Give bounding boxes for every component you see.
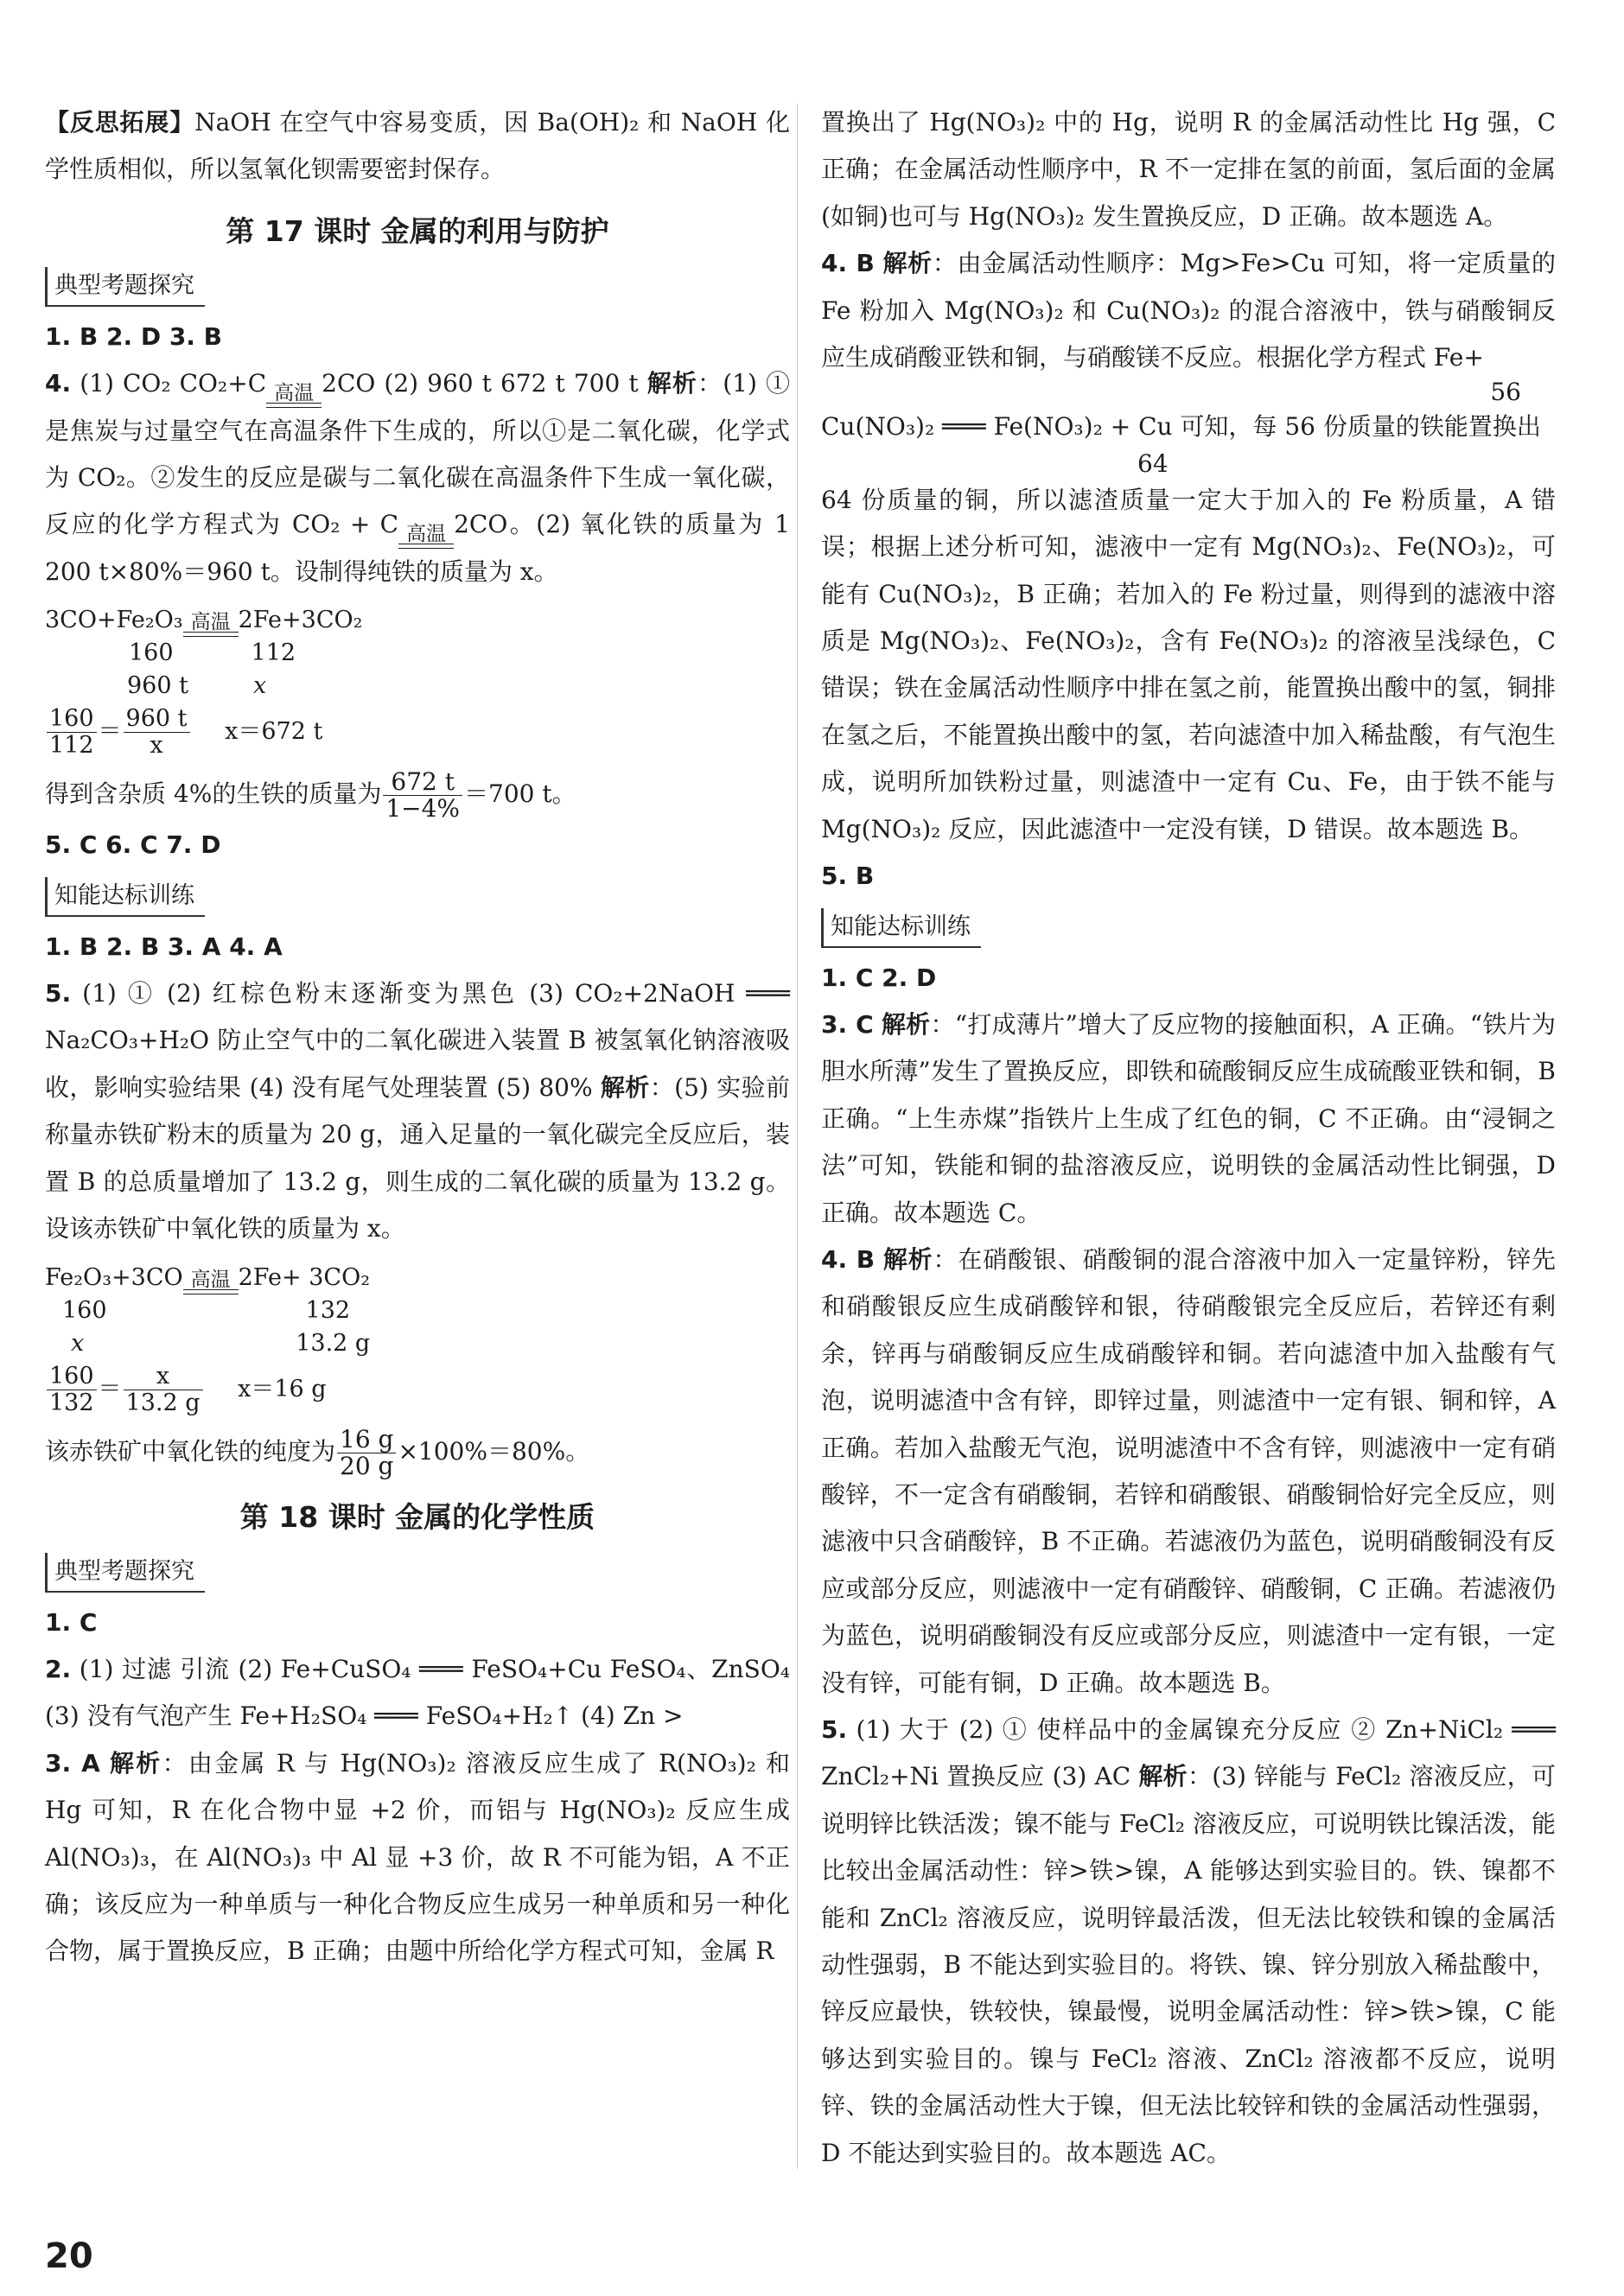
fraction: $\frac{160}{112}$: [47, 706, 97, 759]
fraction: $\frac{x}{13.2 g}$: [124, 1364, 203, 1416]
training-answers-1-2: 1. C 2. D: [821, 963, 937, 992]
l18-answer-1: 1. C: [45, 1607, 98, 1637]
lesson-18-title: 第 18 课时 金属的化学性质: [239, 1499, 595, 1534]
l18-q4-mass-64: 64: [1137, 448, 1169, 478]
l17-purity: 该赤铁矿中氧化铁的纯度为 $\frac{16 g}{20 g}$ ×100%＝80%。: [45, 1424, 590, 1480]
fraction: $\frac{960 t}{x}$: [124, 706, 190, 759]
training-q4: 4. B 解析：在硝酸银、硝酸铜的混合溶液中加入一定量锌粉，锌先和硝酸银反应生成硝酸锌和银，待硝酸银完全反应后，若锌还有剩余，锌再与硝酸铜反应生成硝酸锌和铜。若向滤渣中加入盐酸有气泡，说明滤渣中含有锌，即锌过量，则滤渣中一定有银、铜和锌，A 正确。若加入盐酸无气泡，说明滤渣中不含有锌，则滤液中一定有硝酸锌，不一定含有硝酸铜，若锌和硝酸银、硝酸铜恰好完全反应，则滤液中只含硝酸锌，B 不正确。若滤液仍为蓝色，说明硝酸铜没有反应或部分反应，则滤液中一定有硝酸锌、硝酸铜，C 正确。若滤液仍为蓝色，说明硝酸铜没有反应或部分反应，则滤渣中一定有银，一定没有锌，可能有铜，D 正确。故本题选 B。: [821, 1244, 1556, 1697]
answers-5-7: 5. C 6. C 7. D: [45, 830, 221, 860]
l17-iron-mass: 得到含杂质 4%的生铁的质量为 $\frac{672 t}{1-4\%}$ ＝700 t。: [45, 767, 576, 824]
equation-block-1: 3CO+Fe₂O₃ 高温 2Fe+3CO₂ 160 112 960 t x $\frac{160}{112}$ ＝ $\frac{960 t}{x}$ x＝672 t: [45, 607, 363, 760]
l17-training-q5: 5. (1) ① (2) 红棕色粉末逐渐变为黑色 (3) CO₂+2NaOH ═══ Na₂CO₃+H₂O 防止空气中的二氧化碳进入装置 B 被氢氧化钠溶液吸收，影响实验结果 (4) 没有尾气处理装置 (5) 80% 解析：(5) 实验前称量赤铁矿粉末的质量为 20 g，通入足量的一氧化碳完全反应后，装置 B 的总质量增加了 13.2 g，则生成的二氧化碳的质量为 13.2 g。设该赤铁矿中氧化铁的质量为 x。: [45, 979, 790, 1243]
l18-q3-continued: 置换出了 Hg(NO₃)₂ 中的 Hg，说明 R 的金属活动性比 Hg 强，C 正确；在金属活动性顺序中，R 不一定排在氢的前面，氢后面的金属(如铜)也可与 Hg(NO₃)₂ 发生置换反应，D 正确。故本题选 A。: [821, 108, 1556, 231]
l18-q4-equation: Cu(NO₃)₂ ═══ Fe(NO₃)₂ + Cu 可知，每 56 份质量的铁能置换出: [821, 412, 1541, 442]
l18-q5-answer: 5. B: [821, 862, 875, 891]
section-training-17: 知能达标训练: [45, 876, 790, 917]
reflection-paragraph: 【反思拓展】NaOH 在空气中容易变质，因 Ba(OH)₂ 和 NaOH 化学性质相似，所以氢氧化钡需要密封保存。: [45, 108, 790, 184]
left-column: [45, 99, 790, 1975]
l18-q4-continued: 64 份质量的铜，所以滤渣质量一定大于加入的 Fe 粉质量，A 错误；根据上述分析可知，滤液中一定有 Mg(NO₃)₂、Fe(NO₃)₂，可能有 Cu(NO₃)₂，B 正确；若加入的 Fe 粉过量，则得到的滤液中溶质是 Mg(NO₃)₂、Fe(NO₃)₂，含有 Fe(NO₃)₂ 的溶液呈浅绿色，C 错误；铁在金属活动性顺序中排在氢之前，能置换出酸中的氢，铜排在氢之后，不能置换出酸中的氢，若向滤渣中加入稀盐酸，有气泡生成，说明所加铁粉过量，则滤渣中一定有 Cu、Fe，由于铁不能与 Mg(NO₃)₂ 反应，因此滤渣中一定没有镁，D 错误。故本题选 B。: [821, 485, 1556, 843]
page-number: 20: [45, 2236, 93, 2276]
l18-q2: 2. (1) 过滤 引流 (2) Fe+CuSO₄ ═══ FeSO₄+Cu FeSO₄、ZnSO₄ (3) 没有气泡产生 Fe+H₂SO₄ ═══ FeSO₄+H₂↑ (4) Zn >: [45, 1654, 791, 1731]
l18-q4: 4. B 解析：由金属活动性顺序：Mg>Fe>Cu 可知，将一定质量的 Fe 粉加入 Mg(NO₃)₂ 和 Cu(NO₃)₂ 的混合溶液中，铁与硝酸铜反应生成硝酸亚铁和铜，与硝酸镁不反应。根据化学方程式 Fe+: [821, 249, 1556, 372]
training-answers-1-4: 1. B 2. B 3. A 4. A: [45, 932, 283, 961]
fraction: $\frac{160}{132}$: [47, 1364, 97, 1416]
l18-q3: 3. A 解析：由金属 R 与 Hg(NO₃)₂ 溶液反应生成了 R(NO₃)₂ 和 Hg 可知，R 在化合物中显 +2 价，而铝与 Hg(NO₃)₂ 反应生成 Al(NO₃)₃，在 Al(NO₃)₃ 中 Al 显 +3 价，故 R 不可能为铝，A 不正确；该反应为一种单质与一种化合物反应生成另一种单质和另一种化合物，属于置换反应，B 正确；由题中所给化学方程式可知，金属 R: [45, 1748, 790, 1966]
l17-q4: 4. (1) CO₂ CO₂+C 高温 2CO (2) 960 t 672 t 700 t 解析：(1) ①是焦炭与过量空气在高温条件下生成的，所以①是二氧化碳，化学式为 CO₂。②发生的反应是碳与二氧化碳在高温条件下生成一氧化碳，反应的化学方程式为 CO₂ + C 高温 2CO。(2) 氧化铁的质量为 1 200 t×80%＝960 t。设制得纯铁的质量为 x。: [45, 369, 790, 586]
lesson-17-title: 第 17 课时 金属的利用与防护: [226, 213, 609, 248]
section-typical-18: 典型考题探究: [45, 1552, 790, 1593]
training-q3: 3. C 解析：“打成薄片”增大了反应物的接触面积，A 正确。“铁片为胆水所薄”发生了置换反应，即铁和硫酸铜反应生成硫酸亚铁和铜，B 正确。“上生赤煤”指铁片上生成了红色的铜，C 不正确。由“浸铜之法”可知，铁能和铜的盐溶液反应，说明铁的金属活动性比铜强，D 正确。故本题选 C。: [821, 1009, 1556, 1227]
fraction: $\frac{672 t}{1-4\%}$: [383, 769, 462, 822]
l18-q4-mass-56: 56: [1490, 378, 1521, 407]
column-divider: [797, 104, 798, 2169]
training-q5: 5. (1) 大于 (2) ① 使样品中的金属镍充分反应 ② Zn+NiCl₂ ═══ ZnCl₂+Ni 置换反应 (3) AC 解析：(3) 锌能与 FeCl₂ 溶液反应，可说明锌比铁活泼；镍不能与 FeCl₂ 溶液反应，可说明铁比镍活泼，能比较出金属活动性：锌>铁>镍，A 能够达到实验目的。铁、镍都不能和 ZnCl₂ 溶液反应，说明锌最活泼，但无法比较铁和镍的金属活动性强弱，B 不能达到实验目的。将铁、镍、锌分别放入稀盐酸中，锌反应最快，铁较快，镍最慢，说明金属活动性：锌>铁>镍，C 能够达到实验目的。镍与 FeCl₂ 溶液、ZnCl₂ 溶液都不反应，说明锌、铁的金属活动性大于镍，但无法比较锌和铁的金属活动性强弱，D 不能达到实验目的。故本题选 AC。: [821, 1715, 1556, 2167]
section-training-18: 知能达标训练: [821, 907, 1556, 948]
equation-block-2: Fe₂O₃+3CO 高温 2Fe+ 3CO₂ 160 132 x 13.2 g $\frac{160}{132}$ ＝ $\frac{x}{13.2 g}$ x＝16 g: [45, 1263, 371, 1416]
fraction: $\frac{16 g}{20 g}$: [337, 1427, 396, 1479]
answers-1-3: 1. B 2. D 3. B: [45, 321, 223, 351]
section-typical-17: 典型考题探究: [45, 266, 790, 307]
right-column: [821, 99, 1556, 2177]
